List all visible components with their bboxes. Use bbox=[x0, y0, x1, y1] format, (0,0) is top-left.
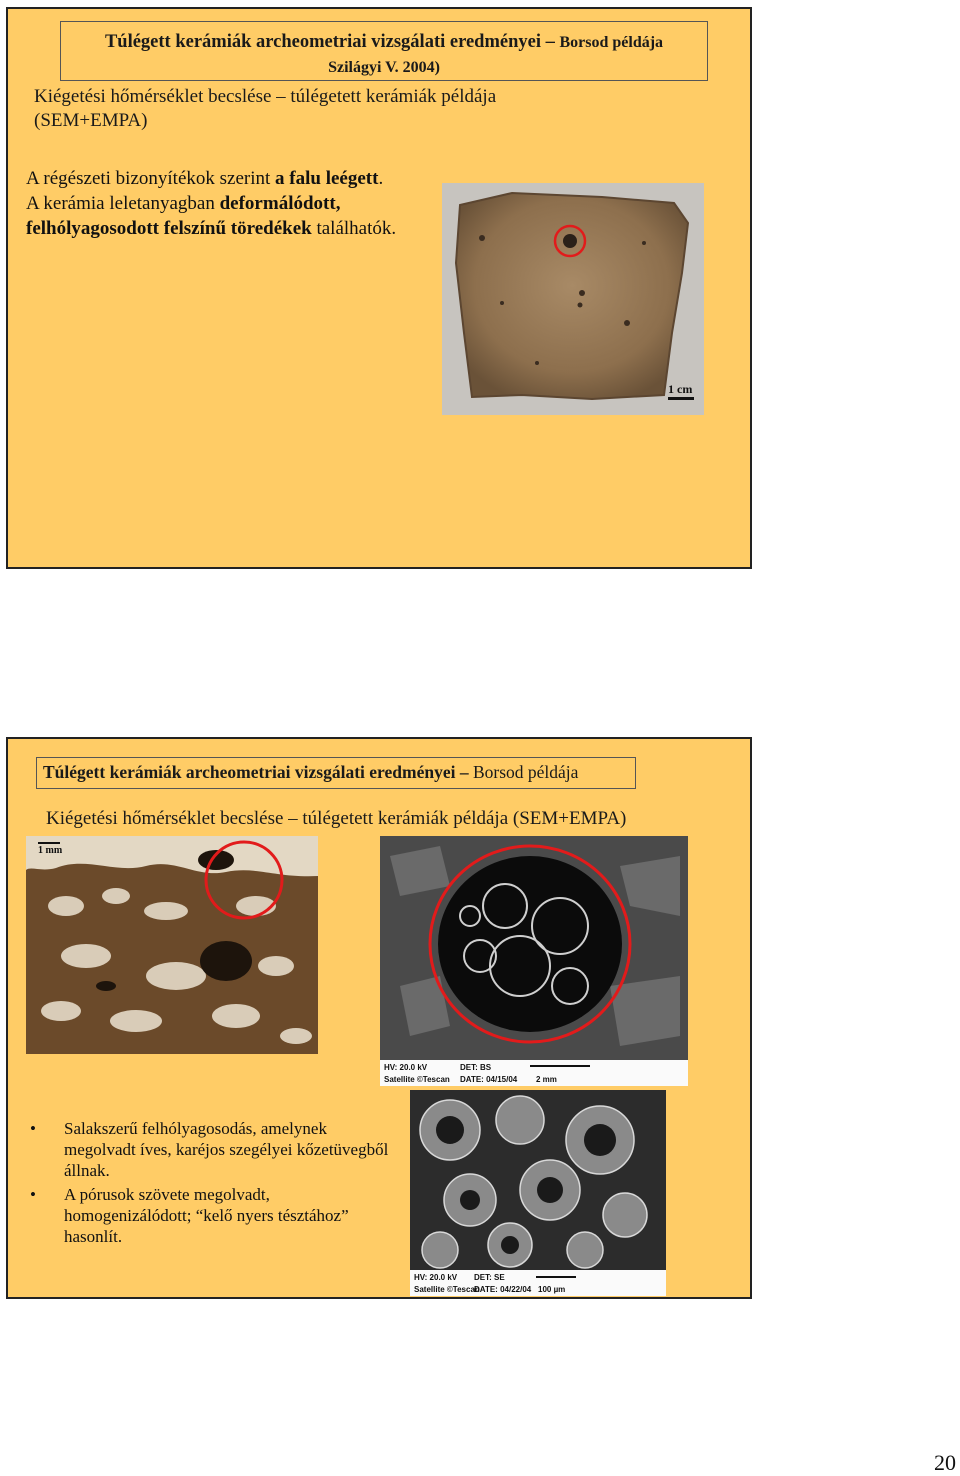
list-item bbox=[30, 1184, 390, 1247]
slide-1 bbox=[6, 7, 752, 569]
ceramic-sherd-photo bbox=[442, 183, 704, 415]
body-text-part: A régészeti bizonyítékok szerint bbox=[26, 168, 276, 189]
sem2-brand: Satellite ©Tescan bbox=[414, 1285, 480, 1294]
sem-secondary-electron-image bbox=[410, 1090, 666, 1296]
sem-backscatter-image bbox=[380, 836, 688, 1086]
slide-1-title-main: Túlégett kerámiák archeometriai vizsgálati eredményei bbox=[104, 32, 541, 52]
slide-2-title bbox=[36, 757, 636, 789]
sem1-scale: 2 mm bbox=[536, 1075, 557, 1084]
list-item bbox=[30, 1118, 390, 1181]
slide-1-title-citation: Szilágyi V. 2004) bbox=[328, 59, 440, 76]
slide-2-subtitle: Kiégetési hőmérséklet becslése – túlégetett kerámiák példája (SEM+EMPA) bbox=[46, 808, 627, 829]
slide-2 bbox=[6, 737, 752, 1299]
sem1-date: DATE: 04/15/04 bbox=[460, 1075, 518, 1084]
page-number: 20 bbox=[934, 1450, 956, 1475]
slide-1-body-text bbox=[26, 166, 416, 241]
slide-2-bullet-list bbox=[30, 1118, 390, 1250]
sem2-hv: HV: 20.0 kV bbox=[414, 1273, 458, 1282]
thin-section-scale-label: 1 mm bbox=[38, 845, 63, 856]
slide-1-title-dash: – bbox=[545, 32, 555, 52]
scale-bar bbox=[536, 1276, 576, 1278]
slide-1-subtitle: Kiégetési hőmérséklet becslése – túlégetett kerámiák példája (SEM+EMPA) bbox=[34, 86, 497, 131]
body-text-bold: deformálódott, felhólyagosodott felszínű töredékek bbox=[26, 193, 341, 239]
slide-2-title-main: Túlégett kerámiák archeometriai vizsgálati eredményei bbox=[43, 762, 456, 782]
scale-bar bbox=[530, 1065, 590, 1067]
sem2-scale: 100 µm bbox=[538, 1285, 566, 1294]
body-text-part: találhatók. bbox=[311, 218, 397, 239]
slide-2-title-dash: – bbox=[459, 762, 469, 782]
thin-section-micrograph bbox=[26, 836, 318, 1054]
slide-1-title bbox=[60, 21, 708, 81]
body-text-part: . bbox=[378, 168, 384, 189]
bullet-text: A pórusok szövete megolvadt, homogenizálódott; “kelő nyers tésztához” hasonlít. bbox=[64, 1185, 349, 1246]
body-text-bold: a falu leégett bbox=[275, 168, 379, 189]
sem1-hv: HV: 20.0 kV bbox=[384, 1063, 428, 1072]
sem2-date: DATE: 04/22/04 bbox=[474, 1285, 532, 1294]
sem2-detector: DET: SE bbox=[474, 1273, 505, 1282]
bullet-symbol: • bbox=[30, 1185, 36, 1204]
scale-bar bbox=[668, 397, 694, 400]
bullet-text: Salakszerű felhólyagosodás, amelynek megolvadt íves, karéjos szegélyei kőzetüvegből állnak. bbox=[64, 1119, 389, 1180]
sherd-scale-label: 1 cm bbox=[668, 382, 693, 396]
slide-1-title-place: Borsod példája bbox=[559, 34, 664, 51]
body-text-part: A kerámia leletanyagban bbox=[26, 193, 220, 214]
sem1-detector: DET: BS bbox=[460, 1063, 492, 1072]
sem1-brand: Satellite ©Tescan bbox=[384, 1075, 450, 1084]
bullet-symbol: • bbox=[30, 1119, 36, 1138]
slide-2-title-place: Borsod példája bbox=[472, 762, 579, 782]
